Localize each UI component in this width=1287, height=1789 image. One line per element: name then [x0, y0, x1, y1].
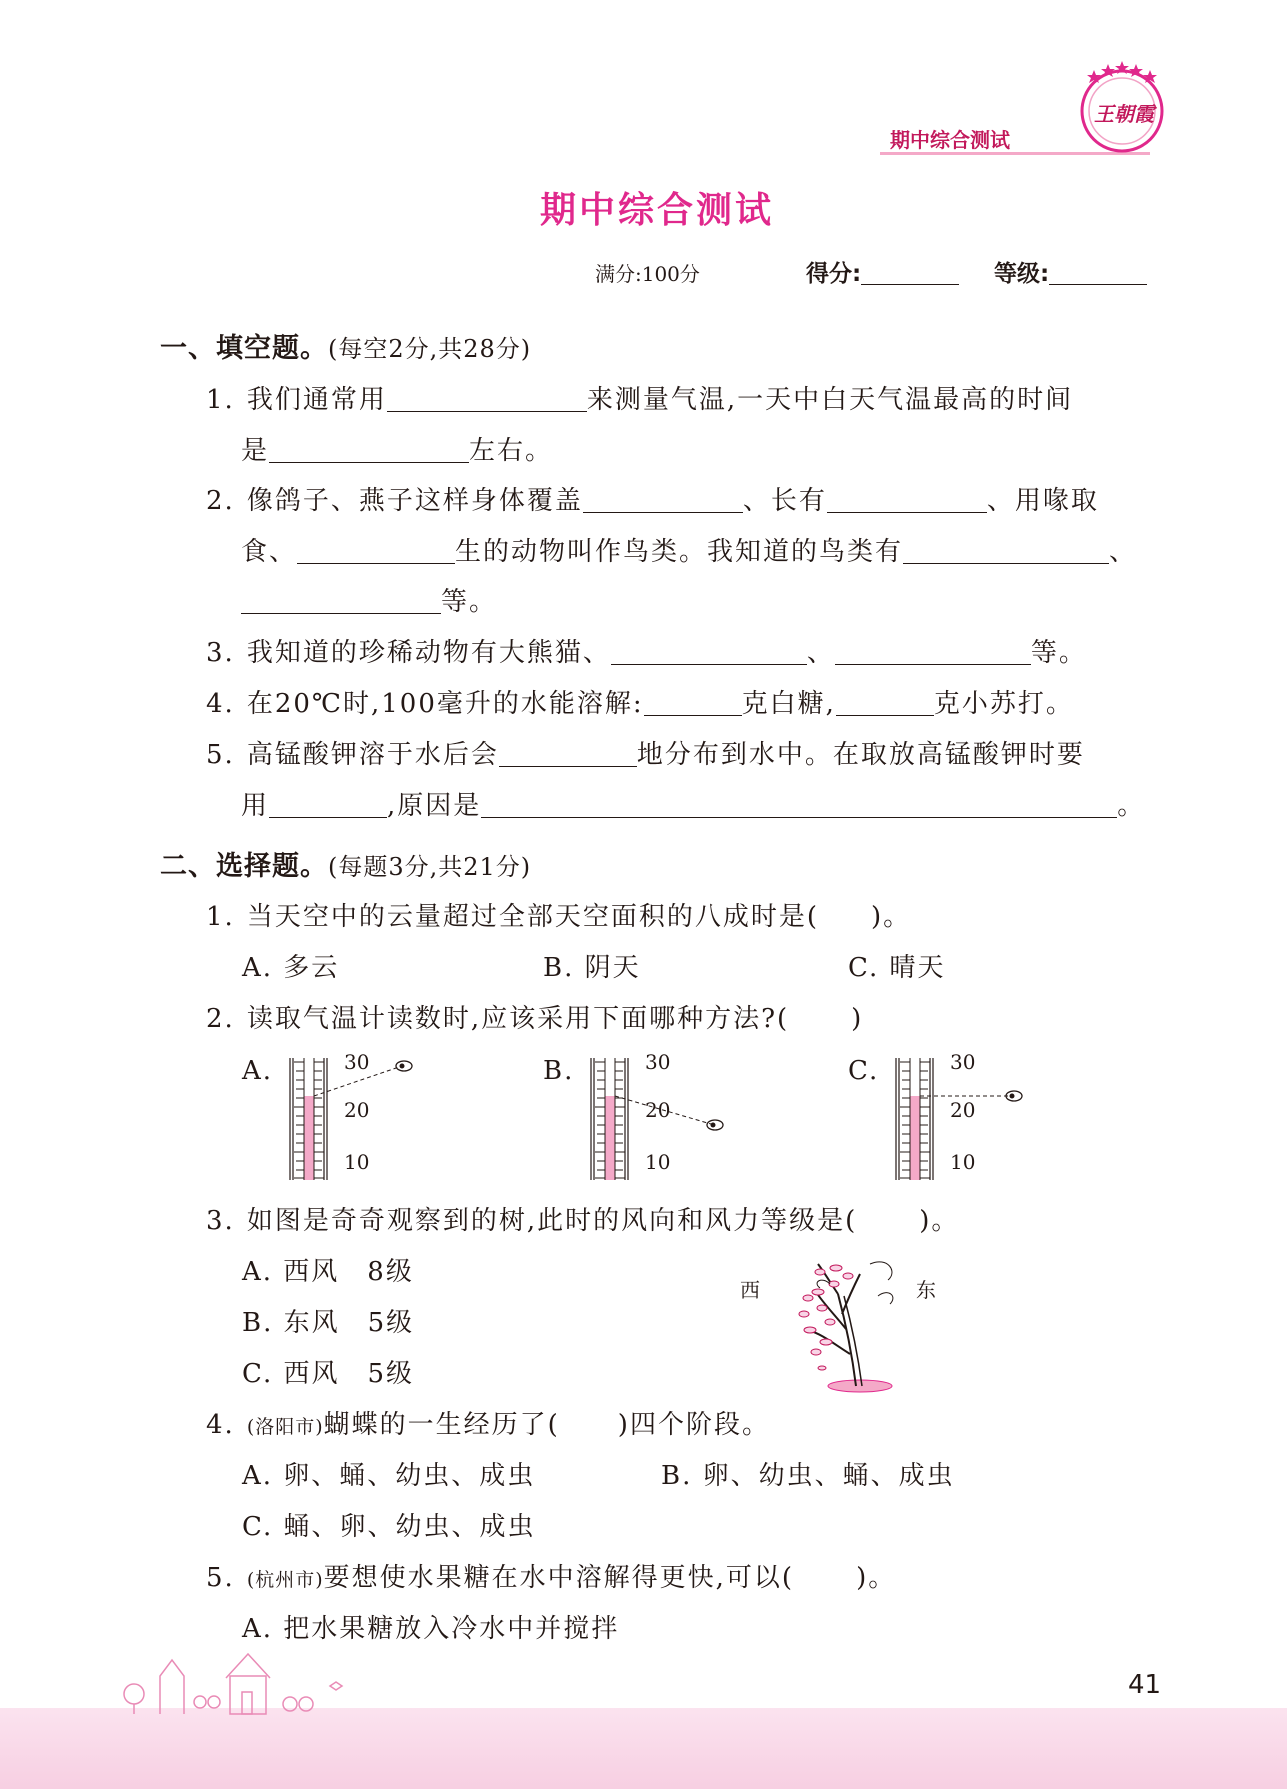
- grade-field: [994, 255, 1147, 288]
- section2-title: 二、选择题。: [160, 851, 328, 882]
- s1-q2-line2: [241, 535, 1137, 569]
- full-score: 满分:100分: [595, 262, 700, 286]
- s2-q2-text: 读取气温计读数时,应该采用下面哪种方法?(: [246, 1004, 790, 1034]
- section1-points: (每空2分,共28分): [328, 335, 532, 363]
- s1-q4-text-a: 在20℃时,100毫升的水能溶解:: [246, 689, 644, 719]
- page-title: 期中综合测试: [540, 190, 775, 231]
- s2-q2-line: [206, 1002, 863, 1036]
- thermometer-a-tick-30: 30: [344, 1050, 370, 1074]
- eye-icon: [707, 1120, 723, 1130]
- s1-q5-line2: [241, 789, 1145, 823]
- s1-q1-text-b: 来测量气温,一天中白天气温最高的时间: [586, 385, 1074, 415]
- s2-q4-source: (洛阳市): [246, 1416, 324, 1438]
- s1-q5-blank3: [481, 791, 1117, 818]
- s1-q1-text-d: 左右。: [469, 436, 554, 466]
- s2-q5-text: 要想使水果糖在水中溶解得更快,可以(: [323, 1563, 795, 1593]
- s1-q4-line: [206, 687, 1074, 721]
- s2-q2-option-a-label: A.: [242, 1056, 274, 1086]
- section2-points: (每题3分,共21分): [328, 853, 532, 881]
- s2-q3-num: 3.: [206, 1206, 235, 1236]
- wind-tree-figure: [738, 1244, 948, 1394]
- eye-icon: [396, 1061, 412, 1071]
- thermometer-c-liquid: [910, 1096, 920, 1180]
- thermometer-c: [888, 1050, 1058, 1184]
- thermometer-c-tick-20: 20: [950, 1098, 976, 1122]
- thermometer-b-tick-20: 20: [645, 1098, 671, 1122]
- s1-q4-blank2: [836, 689, 934, 716]
- thermometer-b-liquid: [605, 1096, 615, 1180]
- s2-q1-text: 当天空中的云量超过全部天空面积的八成时是(: [246, 902, 819, 932]
- s1-q5-text-c: 用: [241, 791, 270, 821]
- s1-q2-text-g: 等。: [441, 587, 498, 617]
- s2-q3-line: [206, 1204, 959, 1238]
- thermometer-c-tick-30: 30: [950, 1050, 976, 1074]
- s2-q4-num: 4.: [206, 1410, 235, 1440]
- s1-q2-text-b: 、长有: [742, 486, 827, 516]
- s1-q1-num: 1.: [206, 385, 235, 415]
- s1-q4-blank1: [644, 689, 742, 716]
- s1-q1-text-c: 是: [241, 436, 270, 466]
- s1-q2-line1: [206, 484, 1099, 518]
- s2-q4-end: )四个阶段。: [617, 1410, 770, 1440]
- thermometer-b-tick-10: 10: [645, 1150, 671, 1174]
- score-label: 得分:: [806, 261, 862, 287]
- s2-q4-line: [206, 1408, 770, 1444]
- s1-q4-text-b: 克白糖,: [741, 689, 836, 719]
- thermometer-a: [282, 1050, 452, 1184]
- s2-q2-option-b-label: B.: [543, 1056, 575, 1086]
- s2-q2-num: 2.: [206, 1004, 235, 1034]
- s2-q2-end: ): [851, 1004, 864, 1034]
- s1-q2-blank1: [583, 486, 743, 513]
- footer-decoration: [120, 1646, 350, 1716]
- grade-label: 等级:: [994, 261, 1050, 287]
- s2-q5-source: (杭州市): [246, 1569, 324, 1591]
- s2-q5-line: [206, 1561, 896, 1597]
- s2-q2-option-c-label: C.: [848, 1056, 880, 1086]
- s1-q2-text-a: 像鸽子、燕子这样身体覆盖: [246, 486, 583, 516]
- s1-q3-blank2: [835, 638, 1031, 665]
- s1-q4-text-c: 克小苏打。: [933, 689, 1074, 719]
- section1-heading: [160, 332, 531, 366]
- s1-q4-num: 4.: [206, 689, 235, 719]
- s1-q5-text-d: ,原因是: [387, 791, 482, 821]
- s2-q3-text: 如图是奇奇观察到的树,此时的风向和风力等级是(: [246, 1206, 858, 1236]
- s1-q3-num: 3.: [206, 638, 235, 668]
- s2-q3-end: )。: [919, 1206, 960, 1236]
- s2-q1-end: )。: [870, 902, 912, 932]
- s2-q3-option-b: B. 东风 5级: [242, 1308, 415, 1338]
- s1-q3-text-c: 等。: [1030, 638, 1087, 668]
- s2-q1-option-c: C. 晴天: [848, 953, 946, 983]
- s2-q5-option-a: A. 把水果糖放入冷水中并搅拌: [242, 1614, 620, 1644]
- s1-q2-blank3: [297, 537, 455, 564]
- grade-blank: [1049, 258, 1147, 285]
- footer-band: [0, 1708, 1287, 1789]
- s1-q2-blank4: [903, 537, 1109, 564]
- s1-q1-blank2: [269, 436, 469, 463]
- s1-q2-text-e: 生的动物叫作鸟类。我知道的鸟类有: [455, 537, 904, 567]
- s2-q1-option-b: B. 阴天: [543, 953, 641, 983]
- section1-title: 一、填空题。: [160, 333, 328, 364]
- s1-q1-line2: [241, 434, 553, 468]
- s2-q4-option-b: B. 卵、幼虫、蛹、成虫: [661, 1461, 955, 1491]
- s2-q3-option-a: A. 西风 8级: [242, 1257, 414, 1287]
- thermometer-b: [583, 1050, 753, 1184]
- s1-q3-line: [206, 636, 1087, 670]
- s1-q3-text-b: 、: [806, 638, 835, 668]
- score-field: [806, 255, 959, 288]
- thermometer-a-tick-20: 20: [344, 1098, 370, 1122]
- s1-q2-text-c: 、用喙取: [986, 486, 1099, 516]
- thermometer-b-tick-30: 30: [645, 1050, 671, 1074]
- section2-heading: [160, 850, 531, 884]
- s1-q2-num: 2.: [206, 486, 235, 516]
- west-label: 西: [740, 1278, 760, 1302]
- tree-illustration: [738, 1244, 948, 1394]
- s2-q5-num: 5.: [206, 1563, 235, 1593]
- brand-logo-text: 王朝霞: [1094, 102, 1154, 126]
- s1-q5-text-b: 地分布到水中。在取放高锰酸钾时要: [636, 740, 1085, 770]
- s2-q3-option-c: C. 西风 5级: [242, 1359, 415, 1389]
- s1-q2-blank5: [241, 587, 441, 614]
- s1-q3-blank1: [611, 638, 807, 665]
- header-section-tag: 期中综合测试: [890, 128, 1010, 152]
- s1-q5-num: 5.: [206, 740, 235, 770]
- brand-logo: [1072, 56, 1172, 156]
- score-blank: [861, 258, 959, 285]
- s2-q4-text: 蝴蝶的一生经历了(: [323, 1410, 560, 1440]
- s1-q5-line1: [206, 738, 1085, 772]
- s1-q1-blank1: [387, 385, 587, 412]
- s2-q1-line: [206, 900, 911, 934]
- page-number: 41: [1128, 1670, 1162, 1700]
- s1-q1-line1: [206, 383, 1073, 417]
- s2-q4-option-c: C. 蛹、卵、幼虫、成虫: [242, 1512, 536, 1542]
- thermometer-a-liquid: [304, 1096, 314, 1180]
- s1-q3-text-a: 我知道的珍稀动物有大熊猫、: [246, 638, 611, 668]
- s1-q1-text-a: 我们通常用: [246, 385, 387, 415]
- s2-q5-end: )。: [856, 1563, 897, 1593]
- s2-q1-option-a: A. 多云: [242, 953, 340, 983]
- s2-q1-num: 1.: [206, 902, 235, 932]
- s1-q2-text-f: 、: [1109, 537, 1138, 567]
- s1-q5-text-a: 高锰酸钾溶于水后会: [246, 740, 499, 770]
- thermometer-a-tick-10: 10: [344, 1150, 370, 1174]
- s1-q5-text-e: 。: [1117, 791, 1146, 821]
- s1-q2-text-d: 食、: [241, 537, 298, 567]
- s1-q2-blank2: [827, 486, 987, 513]
- thermometer-c-tick-10: 10: [950, 1150, 976, 1174]
- s2-q4-option-a: A. 卵、蛹、幼虫、成虫: [242, 1461, 536, 1491]
- s1-q5-blank1: [499, 740, 637, 767]
- eye-icon: [1006, 1091, 1022, 1101]
- s1-q2-line3: [241, 585, 497, 619]
- east-label: 东: [916, 1278, 936, 1302]
- s1-q5-blank2: [269, 791, 387, 818]
